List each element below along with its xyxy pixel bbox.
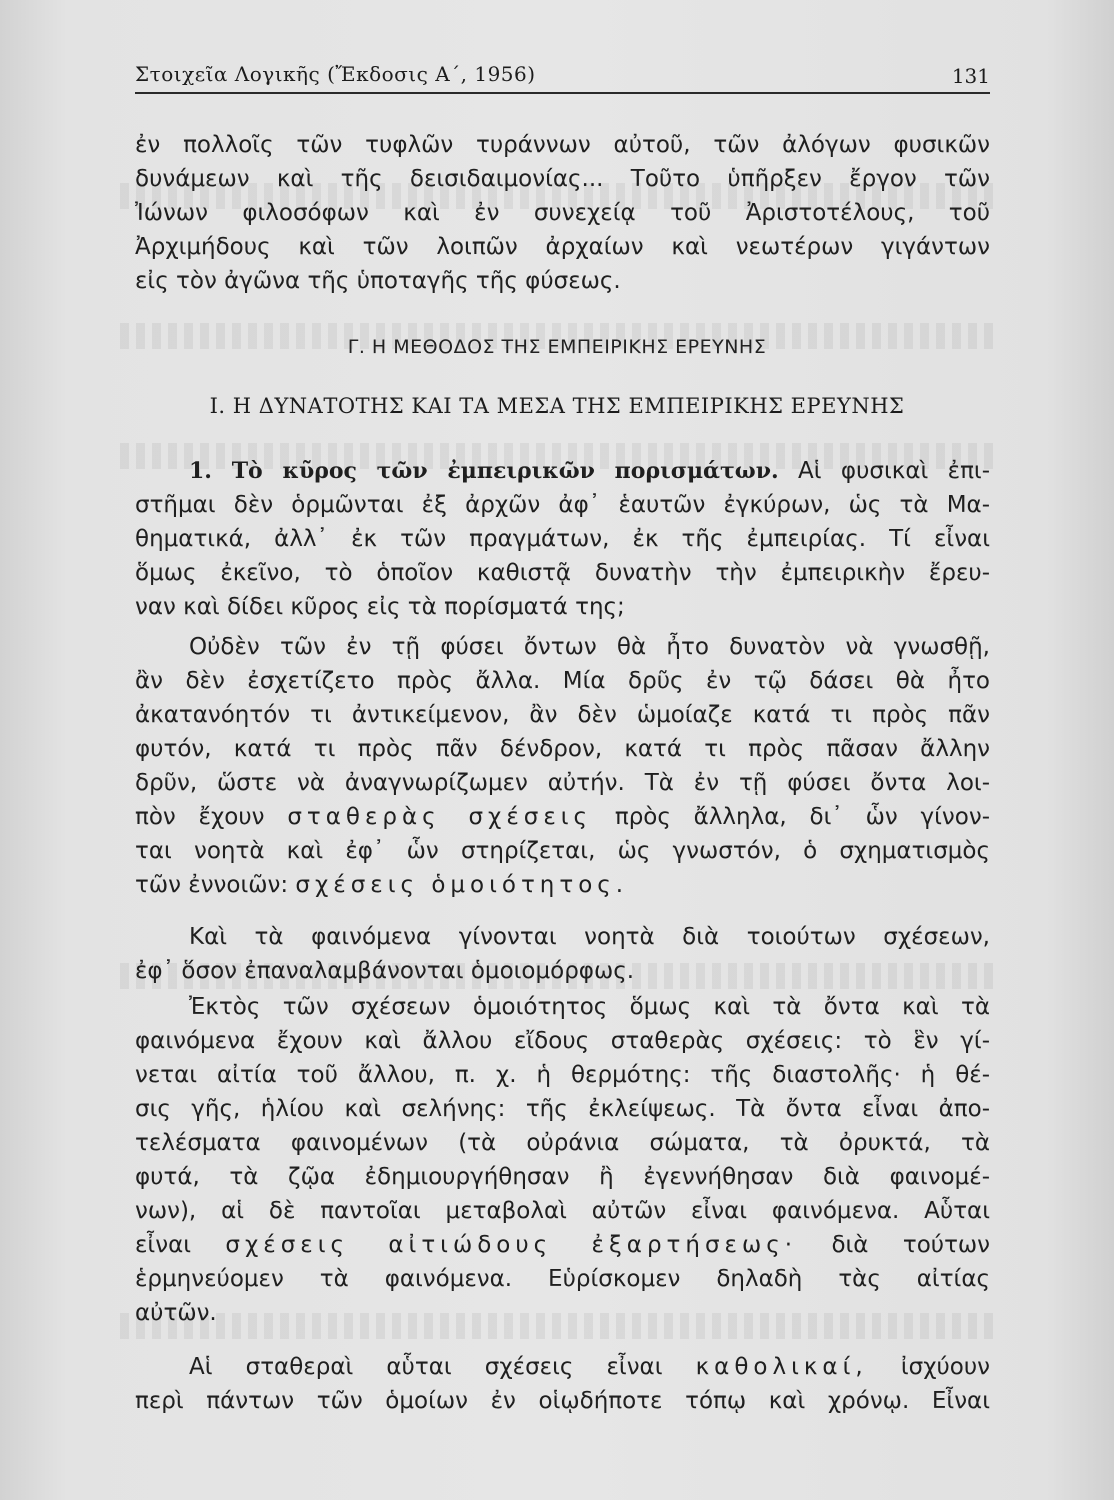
text-line: αὐτῶν. xyxy=(135,1300,217,1326)
text-line: ὅμως ἐκεῖνο, τὸ ὁποῖον καθιστᾷ δυνατὴν τὴν ἐμπειρικὴν ἔρευ- xyxy=(135,560,990,586)
paragraph-first-line xyxy=(189,456,990,486)
text-fragment: τῶν ἐννοιῶν: xyxy=(135,872,289,898)
text-line: ναν καὶ δίδει κῦρος εἰς τὰ πορίσματά της; xyxy=(135,594,625,620)
text-line: σις γῆς, ἡλίου καὶ σελήνης: τῆς ἐκλείψεως. Τὰ ὄντα εἶναι ἀπο- xyxy=(135,1096,990,1122)
text-line xyxy=(135,870,628,900)
text-line: θηματικά, ἀλλ᾽ ἐκ τῶν πραγμάτων, ἐκ τῆς ἐμπειρίας. Τί εἶναι xyxy=(135,526,990,552)
text-line: στῆμαι δὲν ὁρμῶνται ἐξ ἀρχῶν ἀφ᾽ ἑαυτῶν ἐγκύρων, ὡς τὰ Μα- xyxy=(135,492,990,518)
text-line: Ἀρχιμήδους καὶ τῶν λοιπῶν ἀρχαίων καὶ νεωτέρων γιγάντων xyxy=(135,234,990,260)
text-line: νων), αἱ δὲ παντοῖαι μεταβολαὶ αὐτῶν εἶναι φαινόμενα. Αὗται xyxy=(135,1198,990,1224)
section-heading: Γ. Η ΜΕΘΟΔΟΣ ΤΗΣ ΕΜΠΕΙΡΙΚΗΣ ΕΡΕΥΝΗΣ xyxy=(347,336,767,358)
text-line xyxy=(189,1352,990,1382)
text-line: ται νοητὰ καὶ ἐφ᾽ ὧν στηρίζεται, ὡς γνωστόν, ὁ σχηματισμὸς xyxy=(135,838,990,864)
text-line: ἐφ᾽ ὅσον ἐπαναλαμβάνονται ὁμοιομόρφως. xyxy=(135,958,635,984)
text-fragment: εἶναι xyxy=(135,1232,192,1258)
text-line: περὶ πάντων τῶν ὁμοίων ἐν οἱῳδήποτε τόπῳ καὶ χρόνῳ. Εἶναι xyxy=(135,1388,990,1414)
text-line xyxy=(135,802,990,832)
text-line: φυτά, τὰ ζῷα ἐδημιουργήθησαν ἢ ἐγεννήθησαν διὰ φαινομέ- xyxy=(135,1164,990,1190)
text-line: δρῦν, ὥστε νὰ ἀναγνωρίζωμεν αὐτήν. Τὰ ἐν τῇ φύσει ὄντα λοι- xyxy=(135,770,990,796)
emphasized-term: καθολικαί, xyxy=(695,1354,868,1380)
text-fragment: ἰσχύουν xyxy=(900,1354,991,1380)
text-line: τελέσματα φαινομένων (τὰ οὐράνια σώματα, τὰ ὀρυκτά, τὰ xyxy=(135,1130,990,1156)
text-line: Ἐκτὸς τῶν σχέσεων ὁμοιότητος ὅμως καὶ τὰ ὄντα καὶ τὰ xyxy=(189,994,990,1020)
text-line: δυνάμεων καὶ τῆς δεισιδαιμονίας... Τοῦτο ὑπῆρξεν ἔργον τῶν xyxy=(135,166,990,192)
text-fragment: Αἱ σταθεραὶ αὗται σχέσεις εἶναι xyxy=(189,1354,663,1380)
text-fragment: πρὸς ἄλληλα, δι᾽ ὧν γίνον- xyxy=(614,804,991,830)
paragraph-title: 1. Τὸ κῦρος τῶν ἐμπειρικῶν πορισμάτων. xyxy=(189,458,779,484)
text-line: Οὐδὲν τῶν ἐν τῇ φύσει ὄντων θὰ ἦτο δυνατὸν νὰ γνωσθῇ, xyxy=(189,634,990,660)
text-fragment: Αἱ φυσικαὶ ἐπι- xyxy=(798,458,990,484)
text-line: Καὶ τὰ φαινόμενα γίνονται νοητὰ διὰ τοιούτων σχέσεων, xyxy=(189,924,990,950)
text-line xyxy=(135,1230,990,1260)
text-line: ἀκατανόητόν τι ἀντικείμενον, ἂν δὲν ὡμοίαζε κατά τι πρὸς πᾶν xyxy=(135,702,990,728)
text-line: νεται αἰτία τοῦ ἄλλου, π. χ. ἡ θερμότης: τῆς διαστολῆς· ἡ θέ- xyxy=(135,1062,990,1088)
emphasized-term: σταθερὰς σχέσεις xyxy=(287,804,593,830)
emphasized-term: σχέσεις ὁμοιότητος. xyxy=(295,872,629,898)
subsection-heading: I. Η ΔΥΝΑΤΟΤΗΣ ΚΑΙ ΤΑ ΜΕΣΑ ΤΗΣ ΕΜΠΕΙΡΙΚΗΣ ΕΡΕΥΝΗΣ xyxy=(209,394,905,418)
text-line: ἐν πολλοῖς τῶν τυφλῶν τυράννων αὐτοῦ, τῶν ἀλόγων φυσικῶν xyxy=(135,132,990,158)
text-line: φυτόν, κατά τι πρὸς πᾶν δένδρον, κατά τι πρὸς πᾶσαν ἄλλην xyxy=(135,736,990,762)
running-title: Στοιχεῖα Λογικῆς (Ἔκδοσις Α΄, 1956) xyxy=(135,62,536,86)
text-line: ἑρμηνεύομεν τὰ φαινόμενα. Εὑρίσκομεν δηλαδὴ τὰς αἰτίας xyxy=(135,1266,990,1292)
text-line: φαινόμενα ἔχουν καὶ ἄλλου εἴδους σταθερὰς σχέσεις: τὸ ἓν γί- xyxy=(135,1028,990,1054)
running-header xyxy=(135,60,990,94)
page-number: 131 xyxy=(951,64,990,88)
text-fragment: πὸν ἔχουν xyxy=(135,804,265,830)
text-line: εἰς τὸν ἀγῶνα τῆς ὑποταγῆς τῆς φύσεως. xyxy=(135,268,621,294)
text-fragment: διὰ τούτων xyxy=(831,1232,991,1258)
emphasized-term: σχέσεις αἰτιώδους ἐξαρτήσεως· xyxy=(225,1232,798,1258)
text-line: Ἰώνων φιλοσόφων καὶ ἐν συνεχείᾳ τοῦ Ἀριστοτέλους, τοῦ xyxy=(135,200,990,226)
text-line: ἂν δὲν ἐσχετίζετο πρὸς ἄλλα. Μία δρῦς ἐν τῷ δάσει θὰ ἦτο xyxy=(135,668,990,694)
bleed-through-shadow xyxy=(120,1313,1000,1339)
